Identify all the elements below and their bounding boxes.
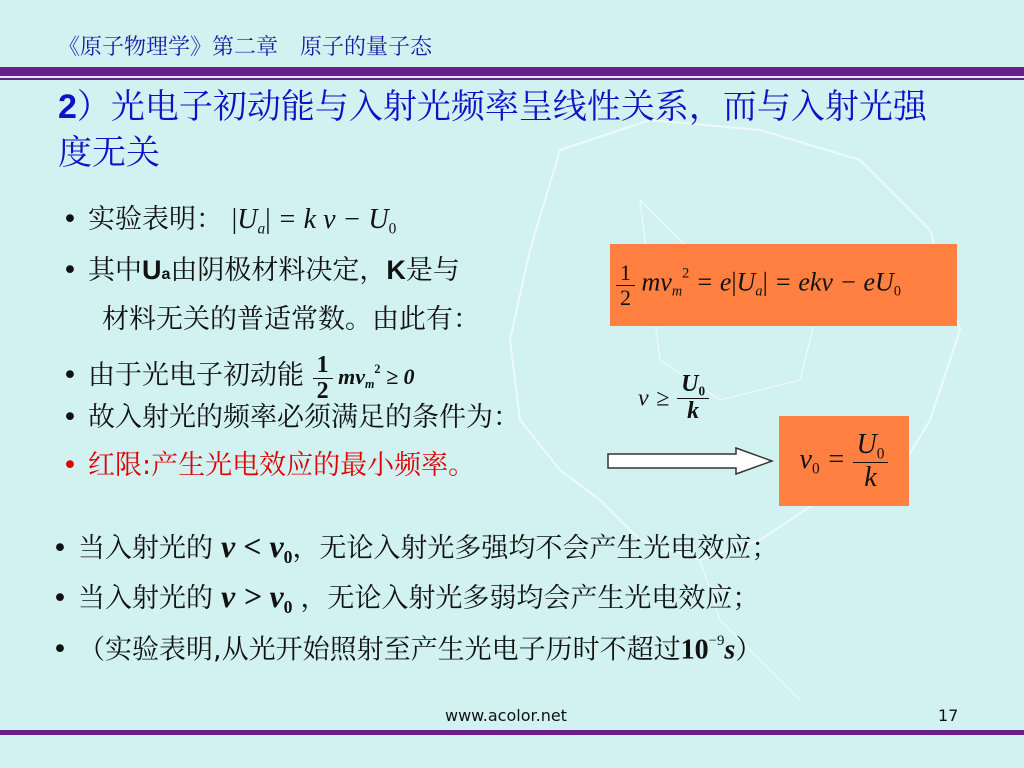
bullet-threshold-frequency xyxy=(62,450,475,482)
bullet-text: ，无论入射光多强均不会产生光电效应； xyxy=(292,533,779,564)
formula-box-kinetic-energy: $\frac{1}{2}$ $mv_m^2 = e|U_a| = ek\nu - eU_0$ xyxy=(610,244,957,326)
title-number: 2 xyxy=(58,88,77,126)
ua-symbol: U xyxy=(142,255,162,285)
bullet-text: 实验表明： xyxy=(88,204,223,235)
power-base: 10 xyxy=(680,634,709,666)
power-exponent: −9 xyxy=(708,633,725,649)
bullet-dot: • xyxy=(52,533,68,564)
header-bar xyxy=(0,67,1024,76)
bullet-text: 当入射光的 xyxy=(78,583,213,614)
bullet-time-delay xyxy=(52,625,762,666)
bullet-text: ，无论入射光多弱均会产生光电效应； xyxy=(300,583,760,614)
bullet-text: 其中 xyxy=(88,255,142,286)
bullet-ua-material-line2: 材料无关的普适常数。由此有： xyxy=(102,304,480,335)
bullet-kinetic-energy xyxy=(62,353,415,405)
bullet-text: 当入射光的 xyxy=(78,533,213,564)
page-number: 17 xyxy=(938,706,959,725)
course-header: 《原子物理学》第二章 原子的量子态 xyxy=(58,35,433,60)
arrow-icon xyxy=(606,446,776,476)
bullet-text: 是与 xyxy=(405,255,460,286)
bullet-text: ） xyxy=(735,634,763,666)
bullet-dot: • xyxy=(62,255,78,286)
formula-v-lt-v0: $\nu < \nu_0$ xyxy=(213,528,293,568)
bullet-dot: • xyxy=(52,634,68,666)
bullet-text: （实验表明,从光开始照射至产生光电子历时不超过 xyxy=(78,634,681,666)
bullet-experiment xyxy=(62,204,396,245)
bullet-dot: • xyxy=(62,359,78,391)
formula-v-ge-u0-k: ν ≥ $\frac{U_0}{k}$ xyxy=(638,372,709,425)
bullet-dot: • xyxy=(62,450,78,481)
ua-subscript: a xyxy=(161,266,171,283)
bullet-text: 由于光电子初动能 xyxy=(88,359,304,391)
formula-v-gt-v0: $\nu > \nu_0$ xyxy=(213,578,293,618)
bullet-text: 故入射光的频率必须满足的条件为： xyxy=(88,402,520,433)
slide-title xyxy=(58,84,958,176)
bullet-dot: • xyxy=(62,204,78,235)
bullet-text: 红限:产生光电效应的最小频率。 xyxy=(88,450,476,481)
footer-bar xyxy=(0,730,1024,735)
bullet-below-threshold xyxy=(52,530,778,573)
bullet-dot: • xyxy=(52,583,68,614)
formula-box-threshold: $\nu_0$ = $\frac{U_0}{k}$ xyxy=(779,416,909,506)
footer-site[interactable]: www.acolor.net xyxy=(445,706,567,725)
unit-seconds: s xyxy=(724,634,736,666)
k-symbol: K xyxy=(386,255,406,285)
bullet-above-threshold xyxy=(52,580,759,623)
bullet-text: 由阴极材料决定， xyxy=(170,255,387,286)
formula-ua-kv-u0: $|U_a| = k$ $\nu - U_0$ xyxy=(231,204,397,238)
bullet-ua-material xyxy=(62,254,460,291)
bullet-frequency-condition xyxy=(62,402,520,434)
header-bar-thin xyxy=(0,78,1024,80)
title-text: ）光电子初动能与入射光频率呈线性关系，而与入射光强度无关 xyxy=(58,87,927,173)
bullet-dot: • xyxy=(62,402,78,433)
formula-ek-nonnegative: $\frac{1}{2}$ $mv_m^2 \ge 0$ xyxy=(313,364,415,389)
